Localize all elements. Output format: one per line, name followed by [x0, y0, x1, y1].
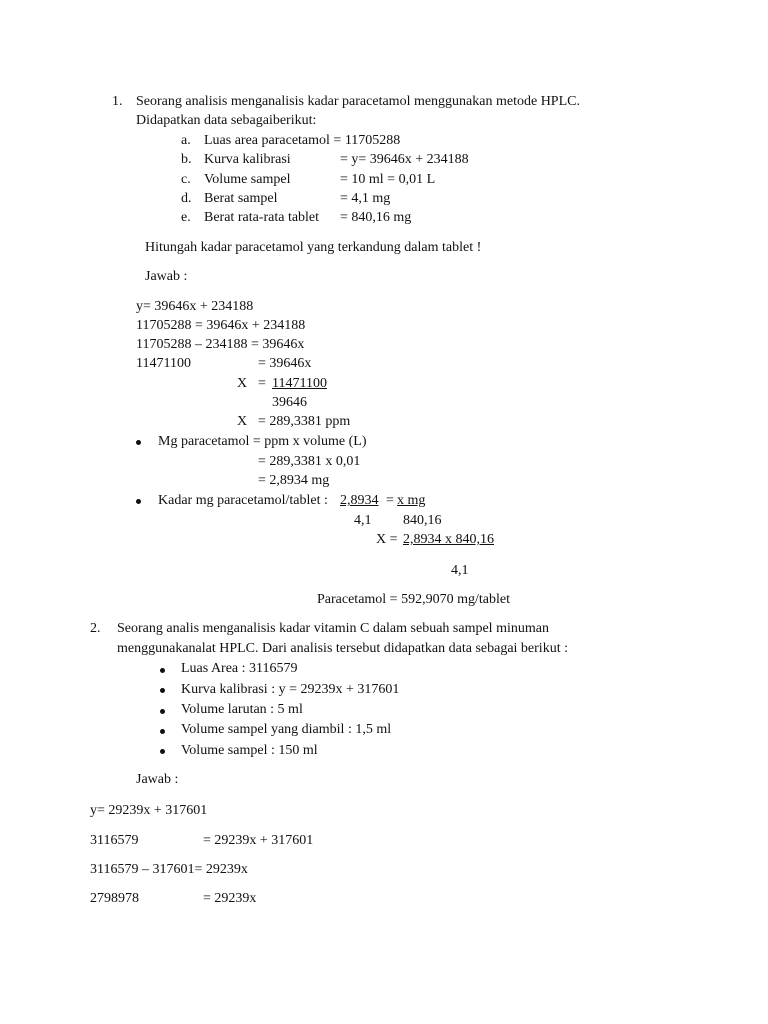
q1-kadar-x-den: 4,1: [451, 563, 469, 578]
q1-x-equals: =: [258, 376, 266, 391]
q1-kadar-num-2: x mg: [397, 493, 426, 508]
q1-kadar-x-num: 2,8934 x 840,16: [403, 532, 494, 547]
bullet-q2-5: [160, 749, 165, 754]
q1-kadar-den-2: 840,16: [403, 513, 442, 528]
q1-item-b-value: = y= 39646x + 234188: [340, 152, 469, 167]
q1-kadar-den-1: 4,1: [354, 513, 372, 528]
q2-answer-label: Jawab :: [136, 772, 179, 787]
q2-calc-line-2a: 3116579: [90, 833, 139, 848]
q1-line-2: Didapatkan data sebagaiberikut:: [136, 113, 317, 128]
q1-line-1: Seorang analisis menganalisis kadar paracetamol menggunakan metode HPLC.: [136, 94, 580, 109]
q1-item-b-marker: b.: [181, 152, 192, 167]
q1-x-result: = 289,3381 ppm: [258, 414, 351, 429]
q1-calc-line-4b: = 39646x: [258, 356, 312, 371]
q1-item-d-marker: d.: [181, 191, 192, 206]
q2-line-2: menggunakanalat HPLC. Dari analisis tersebut didapatkan data sebagai berikut :: [117, 641, 568, 656]
bullet-kadar: [136, 499, 141, 504]
q2-bullet-1: Luas Area : 3116579: [181, 661, 298, 676]
q1-item-d-label: Berat sampel: [204, 191, 278, 206]
q2-bullet-4: Volume sampel yang diambil : 1,5 ml: [181, 722, 392, 737]
q1-kadar-x-eq: X =: [376, 532, 398, 547]
q2-bullet-3: Volume larutan : 5 ml: [181, 702, 303, 717]
q2-calc-line-3: 3116579 – 317601= 29239x: [90, 862, 248, 877]
q1-x-numerator: 11471100: [272, 376, 327, 391]
q1-result: Paracetamol = 592,9070 mg/tablet: [317, 592, 510, 607]
q1-item-c-marker: c.: [181, 172, 191, 187]
q1-calc-line-2: 11705288 = 39646x + 234188: [136, 318, 306, 333]
q1-mg-line-1: Mg paracetamol = ppm x volume (L): [158, 434, 367, 449]
q1-item-a-label: Luas area paracetamol = 11705288: [204, 133, 401, 148]
q1-kadar-equals: =: [386, 493, 394, 508]
q1-kadar-label: Kadar mg paracetamol/tablet :: [158, 493, 328, 508]
q1-calc-line-3: 11705288 – 234188 = 39646x: [136, 337, 305, 352]
q1-item-e-value: = 840,16 mg: [340, 210, 412, 225]
bullet-mg: [136, 440, 141, 445]
q1-mg-line-3: = 2,8934 mg: [258, 473, 330, 488]
q2-number: 2.: [90, 621, 101, 636]
q2-bullet-5: Volume sampel : 150 ml: [181, 743, 318, 758]
q1-x-label-2: X: [237, 414, 248, 429]
q1-item-d-value: = 4,1 mg: [340, 191, 391, 206]
q1-item-a-marker: a.: [181, 133, 191, 148]
q1-question: Hitungah kadar paracetamol yang terkandung dalam tablet !: [145, 240, 482, 255]
q1-item-e-marker: e.: [181, 210, 191, 225]
bullet-q2-2: [160, 688, 165, 693]
q2-calc-line-1: y= 29239x + 317601: [90, 803, 208, 818]
q2-bullet-2: Kurva kalibrasi : y = 29239x + 317601: [181, 682, 400, 697]
q1-x-denominator: 39646: [272, 395, 307, 410]
q2-calc-line-2b: = 29239x + 317601: [203, 833, 314, 848]
q1-item-e-label: Berat rata-rata tablet: [204, 210, 320, 225]
bullet-q2-4: [160, 729, 165, 734]
q2-calc-line-4b: = 29239x: [203, 891, 257, 906]
q2-calc-line-4a: 2798978: [90, 891, 139, 906]
bullet-q2-3: [160, 709, 165, 714]
q1-item-c-value: = 10 ml = 0,01 L: [340, 172, 436, 187]
q1-item-c-label: Volume sampel: [204, 172, 291, 187]
q1-calc-line-4a: 11471100: [136, 356, 191, 371]
q1-item-b-label: Kurva kalibrasi: [204, 152, 291, 167]
q2-line-1: Seorang analis menganalisis kadar vitamin C dalam sebuah sampel minuman: [117, 621, 549, 636]
bullet-q2-1: [160, 668, 165, 673]
q1-answer-label: Jawab :: [145, 269, 188, 284]
q1-x-label: X: [237, 376, 248, 391]
q1-number: 1.: [112, 94, 123, 109]
q1-mg-line-2: = 289,3381 x 0,01: [258, 454, 361, 469]
q1-kadar-num-1: 2,8934: [340, 493, 379, 508]
q1-calc-line-1: y= 39646x + 234188: [136, 299, 254, 314]
